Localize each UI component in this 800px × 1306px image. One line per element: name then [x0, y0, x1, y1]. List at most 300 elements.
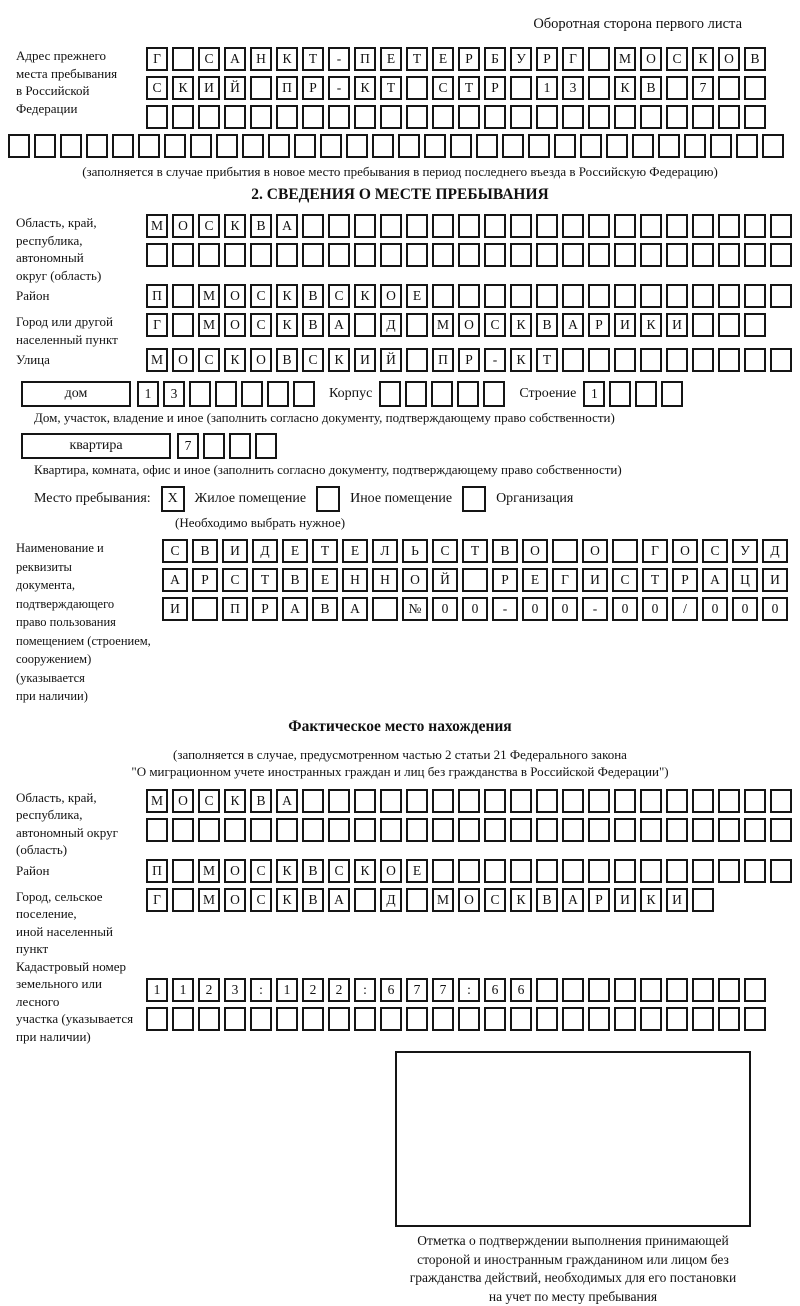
char-cell: Т [642, 568, 668, 592]
char-cell [406, 243, 428, 267]
char-cell [276, 105, 298, 129]
char-cell [614, 243, 636, 267]
char-cell: Е [380, 47, 402, 71]
char-cell: 1 [172, 978, 194, 1002]
char-cell [692, 214, 714, 238]
char-cell: А [328, 888, 350, 912]
korpus-cells [379, 381, 509, 407]
char-cell: Г [146, 313, 168, 337]
char-cell [372, 134, 394, 158]
char-cell [372, 597, 398, 621]
char-cell: О [640, 47, 662, 71]
char-cell [666, 214, 688, 238]
char-cell [614, 105, 636, 129]
char-cell: И [162, 597, 188, 621]
actual-city-label [0, 888, 146, 958]
char-cell [112, 134, 134, 158]
char-cell: Т [380, 76, 402, 100]
char-cell: А [702, 568, 728, 592]
char-cell: Р [588, 313, 610, 337]
apartment-row [21, 433, 800, 459]
char-cell: : [250, 978, 272, 1002]
char-cell [450, 134, 472, 158]
label-line: участка (указывается [16, 1010, 146, 1028]
char-cell [770, 243, 792, 267]
char-cell: 1 [536, 76, 558, 100]
char-cell: Т [406, 47, 428, 71]
char-cell [562, 818, 584, 842]
char-cell [718, 1007, 740, 1031]
char-cell: К [354, 859, 376, 883]
char-cell [536, 105, 558, 129]
char-cell: К [224, 789, 246, 813]
char-cell [692, 818, 714, 842]
apartment-cells [177, 433, 281, 459]
char-cell [510, 214, 532, 238]
char-cell [432, 243, 454, 267]
char-cell [658, 134, 680, 158]
char-cell [172, 105, 194, 129]
char-cell: К [276, 888, 298, 912]
char-cell [216, 134, 238, 158]
char-cell [744, 859, 766, 883]
char-cell [406, 888, 428, 912]
char-cell [692, 1007, 714, 1031]
char-cell: Й [224, 76, 246, 100]
region-row-2 [146, 243, 800, 267]
char-cell: 7 [177, 433, 199, 459]
char-cell: К [224, 214, 246, 238]
char-cell: К [614, 76, 636, 100]
char-cell [267, 381, 289, 407]
char-cell [562, 1007, 584, 1031]
char-cell: К [276, 859, 298, 883]
char-cell [562, 214, 584, 238]
char-cell [483, 381, 505, 407]
label-line: округ (область) [16, 267, 146, 285]
actual-region-label [0, 789, 146, 859]
char-cell [666, 348, 688, 372]
char-cell [354, 105, 376, 129]
char-cell [406, 313, 428, 337]
char-cell: И [198, 76, 220, 100]
label-line: помещением (строением, [16, 632, 162, 651]
char-cell [229, 433, 251, 459]
char-cell: Г [562, 47, 584, 71]
char-cell [146, 243, 168, 267]
char-cell: Т [458, 76, 480, 100]
char-cell: К [276, 284, 298, 308]
char-cell: М [432, 313, 454, 337]
char-cell: У [510, 47, 532, 71]
char-cell [536, 243, 558, 267]
char-cell: - [582, 597, 608, 621]
char-cell: С [328, 859, 350, 883]
char-cell: 0 [642, 597, 668, 621]
char-cell [458, 1007, 480, 1031]
char-cell: В [302, 313, 324, 337]
char-cell [666, 1007, 688, 1031]
char-cell: П [432, 348, 454, 372]
char-cell [458, 859, 480, 883]
char-cell: 0 [432, 597, 458, 621]
char-cell [640, 214, 662, 238]
char-cell: : [458, 978, 480, 1002]
char-cell [710, 134, 732, 158]
stay-type-label: Место пребывания: [34, 491, 151, 507]
char-cell [302, 243, 324, 267]
label-line: населенный пункт [16, 331, 146, 349]
char-cell: О [224, 888, 246, 912]
char-cell [770, 284, 792, 308]
char-cell: А [224, 47, 246, 71]
char-cell: К [692, 47, 714, 71]
char-cell [302, 1007, 324, 1031]
label-line: в Российской [16, 82, 146, 100]
confirmation-stamp-box [395, 1051, 751, 1227]
char-cell [34, 134, 56, 158]
street-label: Улица [0, 348, 146, 372]
char-cell [380, 214, 402, 238]
char-cell [588, 76, 610, 100]
char-cell [510, 789, 532, 813]
char-cell [552, 539, 578, 563]
char-cell: 0 [732, 597, 758, 621]
char-cell [250, 1007, 272, 1031]
char-cell [198, 105, 220, 129]
char-cell: А [276, 214, 298, 238]
char-cell [744, 978, 766, 1002]
document-label [0, 539, 162, 706]
char-cell: Г [642, 539, 668, 563]
street-field [0, 348, 800, 377]
char-cell: К [276, 313, 298, 337]
char-cell [406, 348, 428, 372]
apartment-box-label: квартира [21, 433, 171, 459]
char-cell [302, 789, 324, 813]
char-cell [510, 818, 532, 842]
checkbox-other-premises [316, 486, 340, 512]
cadastral-field [0, 958, 800, 1046]
char-cell: 0 [552, 597, 578, 621]
label-line: республика, [16, 232, 146, 250]
char-cell: С [198, 348, 220, 372]
char-cell: Е [312, 568, 338, 592]
char-cell [718, 214, 740, 238]
char-cell: О [224, 313, 246, 337]
char-cell: А [328, 313, 350, 337]
char-cell: 1 [137, 381, 159, 407]
char-cell [328, 105, 350, 129]
char-cell: Р [458, 47, 480, 71]
char-cell [242, 134, 264, 158]
char-cell: С [432, 76, 454, 100]
char-cell: В [312, 597, 338, 621]
char-cell: А [562, 888, 584, 912]
actual-location-header: Фактическое место нахождения [0, 718, 800, 736]
char-cell: Е [282, 539, 308, 563]
char-cell [172, 243, 194, 267]
char-cell: С [302, 348, 324, 372]
char-cell: 0 [762, 597, 788, 621]
char-cell: С [146, 76, 168, 100]
char-cell: О [380, 284, 402, 308]
char-cell: К [640, 888, 662, 912]
prev-address-row-4 [0, 134, 800, 158]
actual-district-label: Район [0, 859, 146, 883]
char-cell [692, 313, 714, 337]
char-cell: А [282, 597, 308, 621]
char-cell: П [276, 76, 298, 100]
char-cell [536, 214, 558, 238]
char-cell: В [282, 568, 308, 592]
char-cell [562, 789, 584, 813]
char-cell [510, 1007, 532, 1031]
char-cell [562, 105, 584, 129]
label-line: (область) [16, 841, 146, 859]
char-cell [476, 134, 498, 158]
label-line: Область, край, [16, 789, 146, 807]
char-cell [302, 214, 324, 238]
char-cell: К [640, 313, 662, 337]
char-cell [718, 284, 740, 308]
checkbox-residential: X [161, 486, 185, 512]
char-cell [640, 105, 662, 129]
cadastral-label [0, 958, 146, 1046]
char-cell: С [222, 568, 248, 592]
char-cell: 3 [163, 381, 185, 407]
char-cell: 6 [510, 978, 532, 1002]
char-cell: Р [458, 348, 480, 372]
char-cell: Й [432, 568, 458, 592]
char-cell [744, 1007, 766, 1031]
char-cell [293, 381, 315, 407]
char-cell [215, 381, 237, 407]
actual-location-note-1: (заполняется в случае, предусмотренном частью 2 статьи 21 Федерального закона [0, 746, 800, 764]
label-line: республика, [16, 806, 146, 824]
char-cell: 0 [702, 597, 728, 621]
stroenie-cells [583, 381, 687, 407]
char-cell [744, 105, 766, 129]
char-cell [718, 243, 740, 267]
option-label-organization: Организация [496, 491, 573, 507]
char-cell: 1 [583, 381, 605, 407]
char-cell [172, 818, 194, 842]
char-cell: К [354, 284, 376, 308]
city-field [0, 313, 800, 348]
char-cell: 0 [612, 597, 638, 621]
document-row-3 [162, 597, 800, 621]
prev-address-note: (заполняется в случае прибытия в новое место пребывания в период последнего въезда в Российскую Федерацию) [0, 163, 800, 180]
char-cell [354, 313, 376, 337]
char-cell: С [432, 539, 458, 563]
char-cell [458, 214, 480, 238]
char-cell [614, 978, 636, 1002]
char-cell [432, 789, 454, 813]
char-cell: О [522, 539, 548, 563]
document-row-1 [162, 539, 800, 563]
char-cell [354, 789, 376, 813]
char-cell [614, 1007, 636, 1031]
char-cell [198, 243, 220, 267]
char-cell: И [666, 888, 688, 912]
char-cell: П [222, 597, 248, 621]
char-cell: О [718, 47, 740, 71]
char-cell [510, 284, 532, 308]
char-cell: 7 [406, 978, 428, 1002]
char-cell: В [302, 284, 324, 308]
char-cell: 0 [462, 597, 488, 621]
char-cell [770, 214, 792, 238]
actual-city-row [146, 888, 800, 912]
char-cell [744, 313, 766, 337]
char-cell [770, 348, 792, 372]
char-cell: В [640, 76, 662, 100]
char-cell: О [380, 859, 402, 883]
char-cell [718, 76, 740, 100]
street-row [146, 348, 800, 372]
char-cell [380, 105, 402, 129]
char-cell [432, 214, 454, 238]
char-cell: Ь [402, 539, 428, 563]
label-line: иной населенный пункт [16, 923, 146, 958]
char-cell [744, 818, 766, 842]
char-cell [510, 859, 532, 883]
char-cell [189, 381, 211, 407]
char-cell [614, 818, 636, 842]
char-cell [588, 978, 610, 1002]
char-cell: Л [372, 539, 398, 563]
char-cell [692, 888, 714, 912]
char-cell [640, 1007, 662, 1031]
char-cell [484, 243, 506, 267]
char-cell [406, 789, 428, 813]
char-cell [354, 888, 376, 912]
char-cell: М [198, 859, 220, 883]
char-cell: А [342, 597, 368, 621]
char-cell [276, 818, 298, 842]
char-cell [424, 134, 446, 158]
char-cell: 2 [302, 978, 324, 1002]
region-label [0, 214, 146, 284]
char-cell [588, 214, 610, 238]
char-cell: В [536, 888, 558, 912]
char-cell [718, 978, 740, 1002]
char-cell [328, 789, 350, 813]
char-cell: 0 [522, 597, 548, 621]
char-cell [241, 381, 263, 407]
char-cell [484, 789, 506, 813]
char-cell: Е [406, 284, 428, 308]
char-cell [562, 978, 584, 1002]
char-cell [406, 818, 428, 842]
char-cell [406, 105, 428, 129]
char-cell [302, 818, 324, 842]
char-cell: Е [432, 47, 454, 71]
char-cell [406, 214, 428, 238]
prev-address-row-1 [146, 47, 800, 71]
char-cell: Т [252, 568, 278, 592]
actual-region-row-1 [146, 789, 800, 813]
char-cell: О [172, 214, 194, 238]
char-cell: 2 [328, 978, 350, 1002]
actual-region-field [0, 789, 800, 859]
char-cell [770, 818, 792, 842]
char-cell [172, 313, 194, 337]
label-line: Область, край, [16, 214, 146, 232]
char-cell [328, 1007, 350, 1031]
char-cell: С [484, 313, 506, 337]
char-cell [203, 433, 225, 459]
char-cell [744, 76, 766, 100]
char-cell [554, 134, 576, 158]
char-cell: / [672, 597, 698, 621]
char-cell: Г [552, 568, 578, 592]
char-cell: П [146, 284, 168, 308]
char-cell: С [250, 859, 272, 883]
char-cell [224, 105, 246, 129]
char-cell [562, 348, 584, 372]
actual-district-field [0, 859, 800, 888]
char-cell: Р [252, 597, 278, 621]
char-cell: В [302, 888, 324, 912]
char-cell: А [276, 789, 298, 813]
char-cell: К [224, 348, 246, 372]
char-cell [294, 134, 316, 158]
char-cell [588, 859, 610, 883]
label-line: право пользования [16, 613, 162, 632]
char-cell [692, 859, 714, 883]
prev-address-label [0, 47, 146, 117]
char-cell [640, 978, 662, 1002]
char-cell: М [432, 888, 454, 912]
char-cell: Е [406, 859, 428, 883]
char-cell: - [328, 47, 350, 71]
char-cell [398, 134, 420, 158]
label-line: автономный [16, 249, 146, 267]
char-cell: М [146, 214, 168, 238]
char-cell [354, 243, 376, 267]
region-row-1 [146, 214, 800, 238]
label-line: Федерации [16, 100, 146, 118]
char-cell [146, 818, 168, 842]
char-cell [86, 134, 108, 158]
char-cell [736, 134, 758, 158]
char-cell: Н [342, 568, 368, 592]
char-cell [692, 978, 714, 1002]
char-cell: В [536, 313, 558, 337]
char-cell [458, 284, 480, 308]
char-cell [692, 348, 714, 372]
char-cell [432, 284, 454, 308]
char-cell: 7 [432, 978, 454, 1002]
label-line: при наличии) [16, 687, 162, 706]
char-cell: А [162, 568, 188, 592]
char-cell: М [198, 888, 220, 912]
char-cell [224, 1007, 246, 1031]
char-cell [614, 284, 636, 308]
char-cell [588, 348, 610, 372]
char-cell: О [224, 859, 246, 883]
char-cell: И [582, 568, 608, 592]
char-cell [661, 381, 683, 407]
char-cell [484, 214, 506, 238]
char-cell: М [146, 348, 168, 372]
char-cell [562, 284, 584, 308]
caption-line: стороной и иностранным гражданином или лицом без [368, 1251, 778, 1270]
char-cell [510, 76, 532, 100]
char-cell: С [328, 284, 350, 308]
